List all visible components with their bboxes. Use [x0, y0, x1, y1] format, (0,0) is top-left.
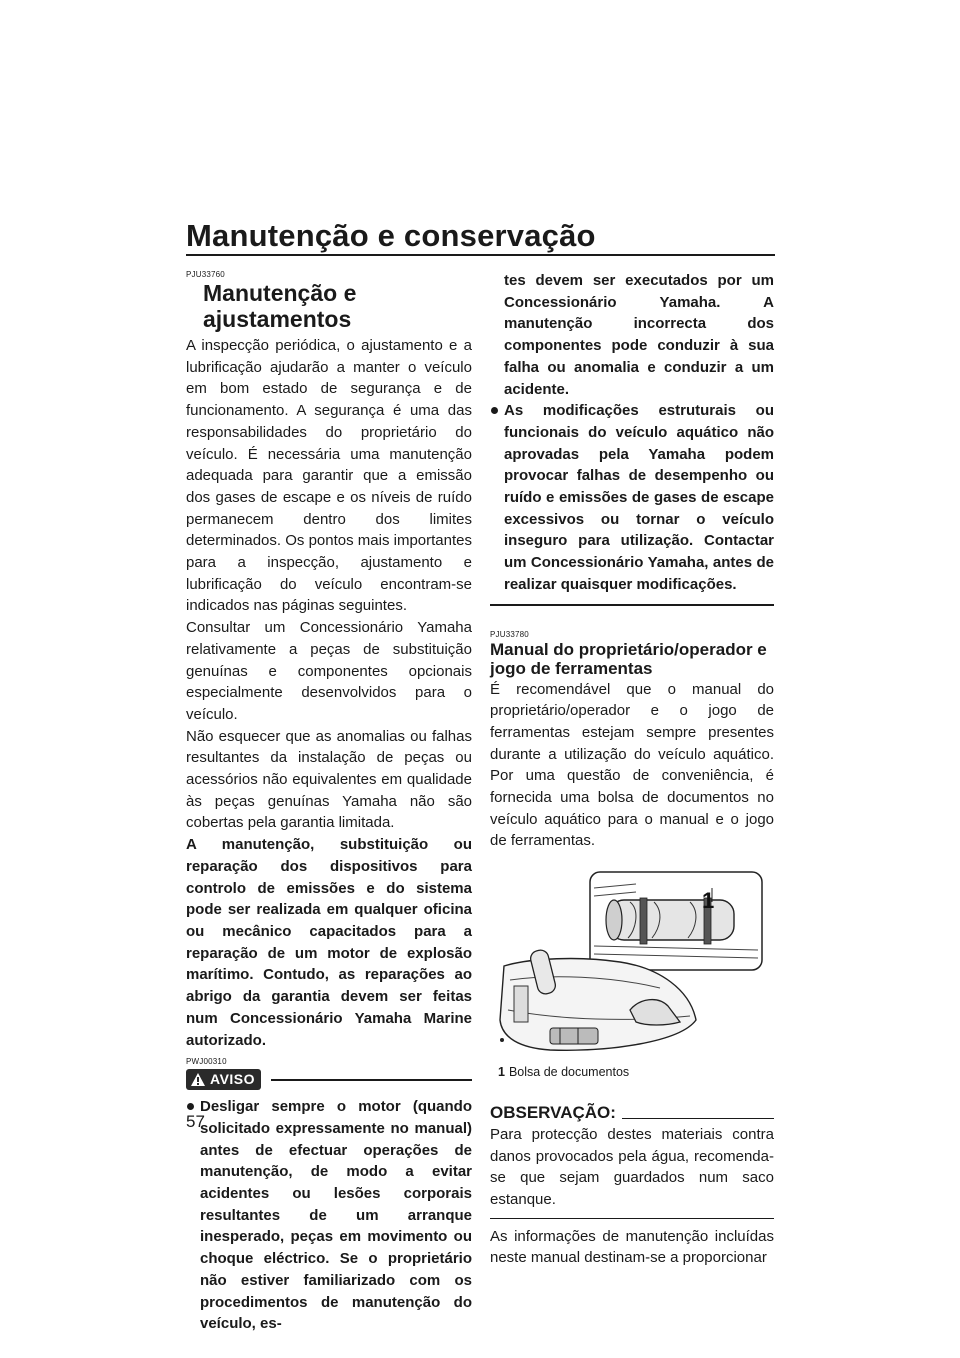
left-column: [186, 270, 472, 1335]
figure-callout-number: 1: [702, 888, 715, 914]
warning-list: [186, 1096, 472, 1335]
page-number: 57: [186, 1112, 205, 1131]
warning-header: [186, 1069, 472, 1090]
bullet-icon: [187, 1103, 194, 1110]
jet-ski-storage-icon: [490, 870, 774, 1060]
caption-text: Bolsa de documentos: [508, 1065, 630, 1080]
paragraph: As informações de manutenção incluídas neste manual destinam-se a proporcionar: [490, 1227, 774, 1267]
paragraph: Consultar um Concessionário Yamaha relativamente a peças de substituição genuínas e componentes opcionais especialmente desenvolvidos para o veículo.: [186, 619, 472, 723]
warning-badge: [186, 1069, 261, 1090]
warning-label: AVISO: [210, 1070, 256, 1087]
list-item: As modificações estruturais ou funcionais do veículo aquático não aprovadas pela Yamaha podem provocar falhas de desempenho ou ruído e emissões de gases de escape excessivos ou tornar o veículo inseguro para utilização. Contactar um Concessionário Yamaha, antes de realizar quaisquer modificações.: [490, 400, 774, 595]
section-heading-manual: Manual do proprietário/operador e jogo de ferramentas: [490, 639, 767, 678]
header-divider: [186, 254, 775, 256]
note-title: OBSERVAÇÃO:: [490, 1103, 616, 1123]
note-text: Para protecção destes materiais contra danos provocados pela água, recomenda-se que sejam guardados num saco estanque.: [490, 1125, 774, 1208]
note-end-rule: [490, 1218, 774, 1219]
right-column: [490, 270, 774, 1269]
paragraph: Não esquecer que as anomalias ou falhas resultantes da instalação de peças ou acessórios não equivalentes em qualidade às peças genuínas Yamaha não são cobertas pela garantia limitada.: [186, 727, 472, 832]
document-bag-illustration: [490, 870, 774, 1060]
warning-list-continued: [490, 270, 774, 596]
section-heading-maintenance: Manutenção e ajustamentos: [203, 280, 357, 332]
bullet-icon: [491, 407, 498, 414]
note-header: [490, 1102, 774, 1124]
note-rule: [622, 1118, 774, 1119]
warning-triangle-icon: [190, 1072, 206, 1087]
list-item: tes devem ser executados por um Concessionário Yamaha. A manutenção incorrecta dos componentes pode conduzir à sua falha ou anomalia e conduzir a um acidente.: [504, 272, 774, 398]
page-header-title: Manutenção e conservação: [186, 218, 596, 253]
warning-rule: [271, 1079, 472, 1081]
paragraph: É recomendável que o manual do proprietário/operador e o jogo de ferramentas estejam sempre presentes durante a utilização do veículo aquático. Por uma questão de conveniência, é fornecida uma bolsa de documentos no veículo aquático para o manual e o jogo de ferramentas.: [490, 680, 774, 850]
warning-end-rule: [490, 604, 774, 606]
paragraph: A inspecção periódica, o ajustamento e a lubrificação ajudarão a manter o veículo em bom estado de segurança e de funcionamento. A segurança é uma das responsabilidades do proprietário do veículo. É necessária uma manutenção adequada para garantir que a emissão dos gases de escape e os níveis de ruído permanecem dentro dos limites determinados. Os pontos mais importantes para a inspecção, ajustamento e lubrificação do veículo encontram-se indicados nas páginas seguintes.: [186, 337, 472, 615]
list-item: Desligar sempre o motor (quando solicitado expressamente no manual) antes de efectuar operações de manutenção, de modo a evitar acidentes ou lesões corporais resultantes de um arranque inesperado, peças em movimento ou choque eléctrico. Se o proprietário não estiver familiarizado com os procedimentos de manutenção do veículo, es-: [186, 1096, 472, 1335]
section-code: PJU33780: [490, 629, 529, 639]
section-code: PJU33760: [186, 270, 225, 279]
warning-code: PWJ00310: [186, 1057, 227, 1067]
figure-caption: [498, 1064, 774, 1080]
paragraph-bold: A manutenção, substituição ou reparação dos dispositivos para controlo de emissões e do sistema pode ser realizada em qualquer oficina ou mecânico capacitados para a reparação de um motor de explosão marítimo. Contudo, as reparações ao abrigo da garantia devem ser feitas num Concessionário Yamaha Marine autorizado.: [186, 836, 472, 1049]
caption-number: 1: [498, 1065, 505, 1080]
